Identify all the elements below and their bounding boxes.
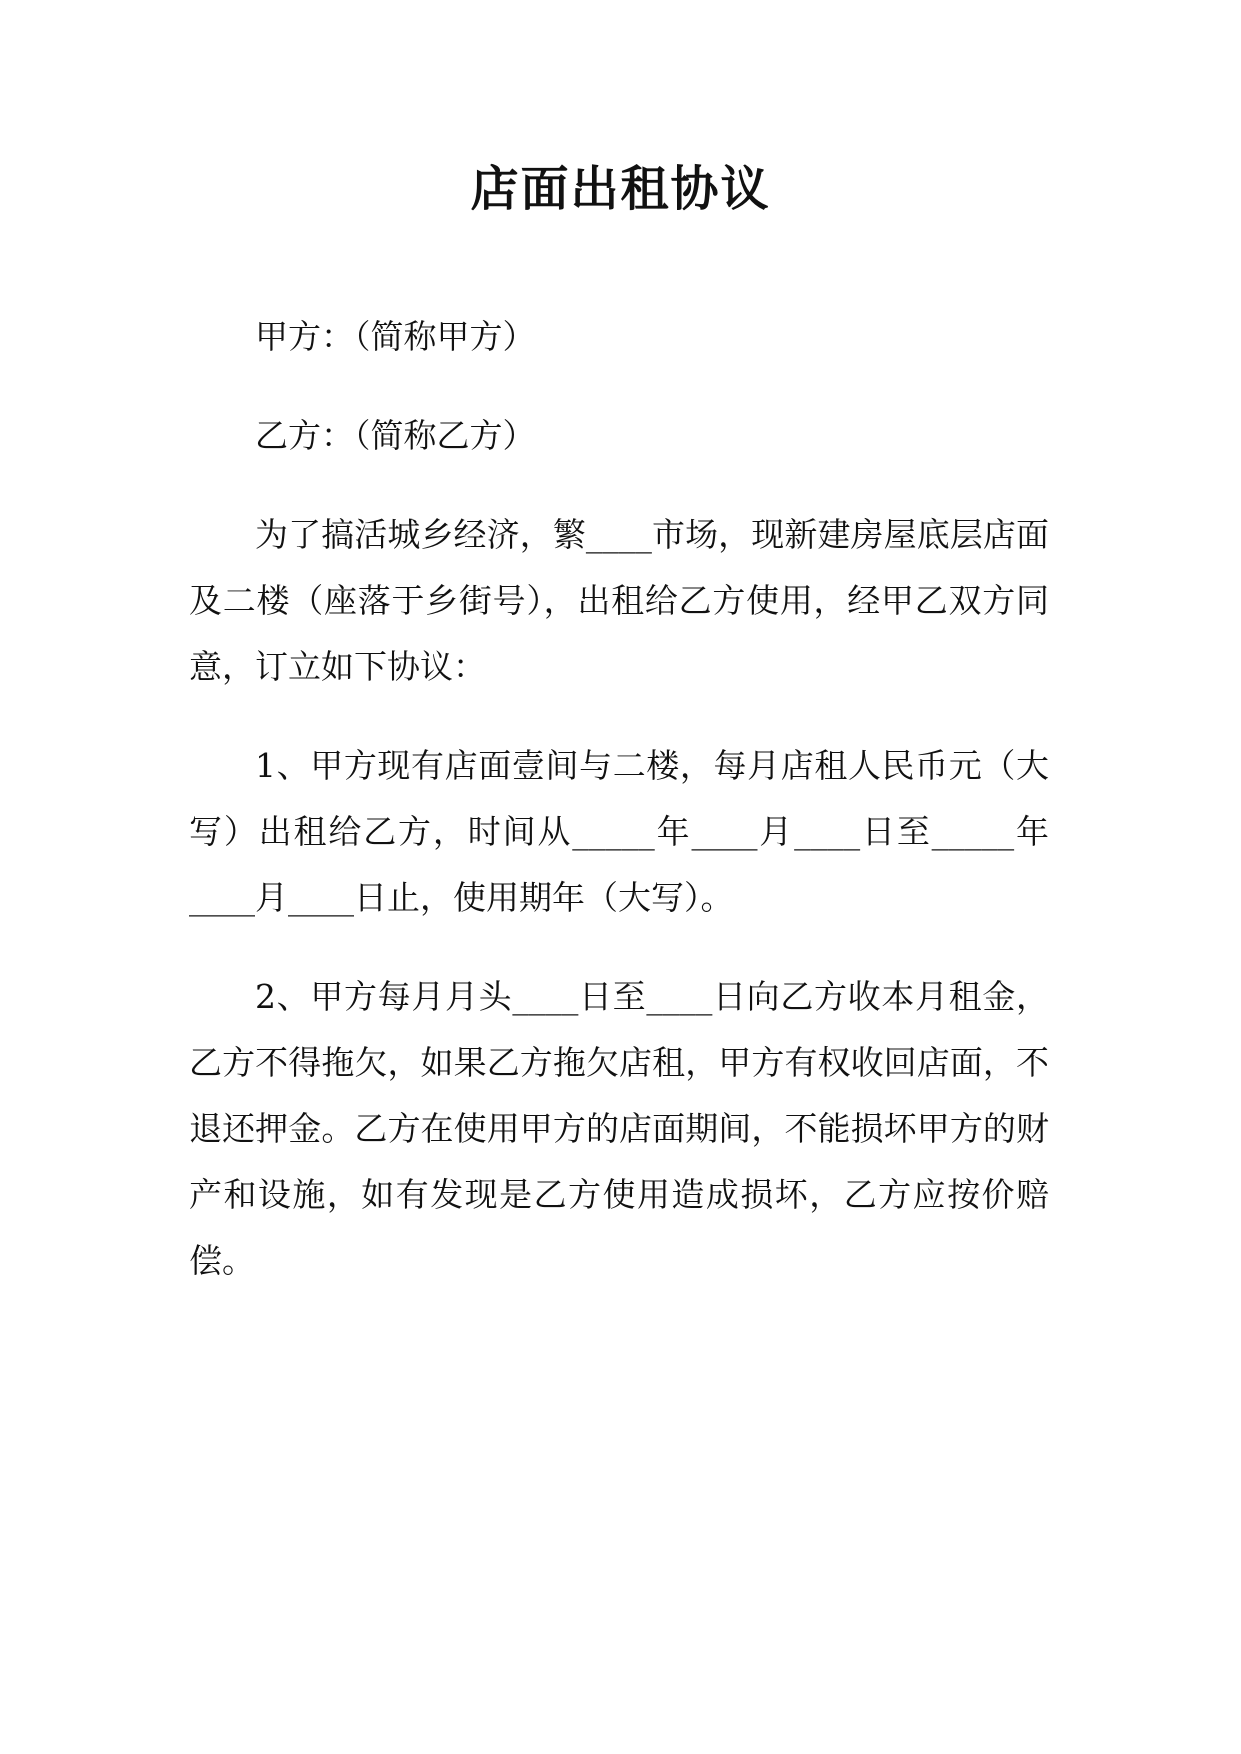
intro-paragraph: 为了搞活城乡经济，繁____市场，现新建房屋底层店面及二楼（座落于乡街号），出租给乙方使用，经甲乙双方同意，订立如下协议： bbox=[189, 515, 1049, 686]
document-title: 店面出租协议 bbox=[470, 161, 771, 217]
party-a-line: 甲方：（简称甲方） bbox=[255, 317, 536, 356]
document-body bbox=[189, 304, 1049, 1327]
party-b-line: 乙方：（简称乙方） bbox=[255, 416, 536, 455]
clause-1-paragraph: 1、甲方现有店面壹间与二楼，每月店租人民币元（大写）出租给乙方，时间从_____年____月____日至_____年____月____日止，使用期年（大写）。 bbox=[189, 746, 1049, 917]
clause-2-paragraph: 2、甲方每月月头____日至____日向乙方收本月租金，乙方不得拖欠，如果乙方拖欠店租，甲方有权收回店面，不退还押金。乙方在使用甲方的店面期间，不能损坏甲方的财产和设施，如有发现是乙方使用造成损坏，乙方应按价赔偿。 bbox=[189, 977, 1049, 1280]
